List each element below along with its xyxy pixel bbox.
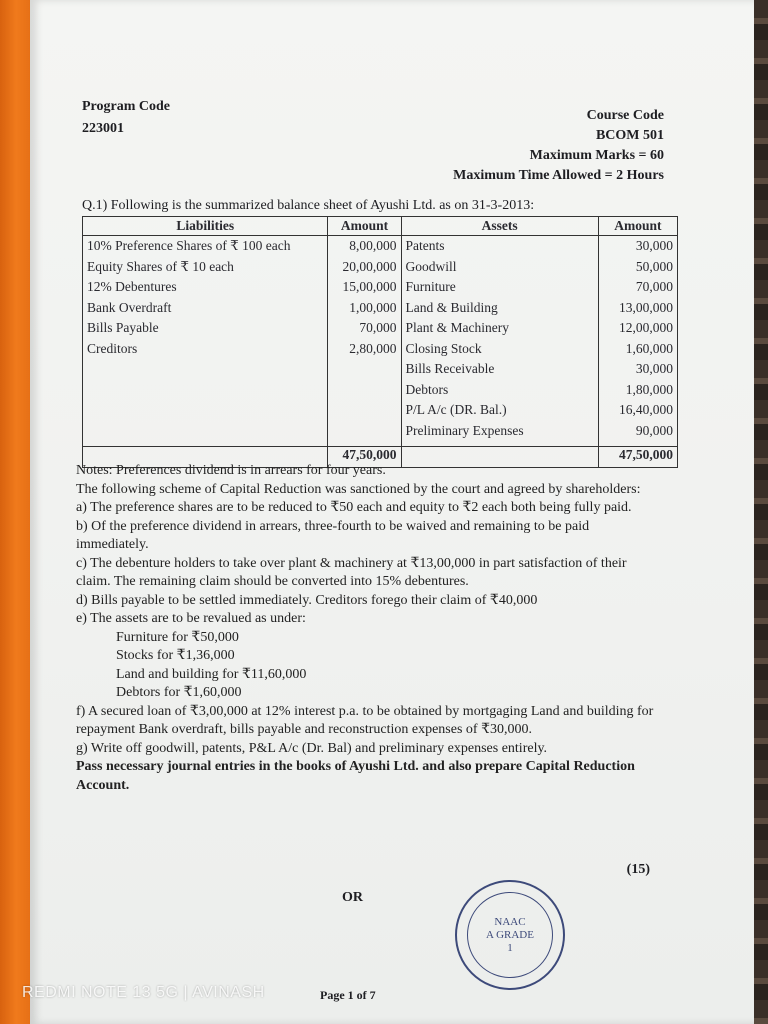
stamp-line-3: 1	[507, 941, 513, 954]
liability-amount: 2,80,000	[349, 340, 397, 356]
asset-amount: 30,000	[635, 238, 673, 253]
asset-amount: 1,60,000	[625, 340, 673, 356]
stamp-line-2: A GRADE	[486, 928, 534, 941]
asset-name: P/L A/c (DR. Bal.)	[405, 402, 507, 417]
revaluation-item: Debtors for ₹1,60,000	[116, 685, 242, 700]
total-assets: 47,50,000	[598, 447, 677, 468]
max-time: Maximum Time Allowed = 2 Hours	[453, 168, 664, 183]
asset-name: Closing Stock	[405, 340, 482, 356]
notes: Notes: Preferences dividend is in arrears for four years.	[76, 463, 386, 478]
liability-name: Equity Shares of ₹ 10 each	[87, 258, 234, 274]
scheme-intro: The following scheme of Capital Reduction was sanctioned by the court and agreed by shareholders:	[76, 481, 641, 497]
liability-amount: 1,00,000	[349, 299, 397, 315]
assets-column	[401, 236, 598, 447]
clause-c: c) The debenture holders to take over plant & machinery at ₹13,00,000 in part satisfaction of their claim. The remaining claim should be converted into 15% debentures.	[76, 555, 627, 589]
course-code-label: Course Code	[586, 108, 664, 123]
question-body	[76, 462, 656, 795]
clause-g: g) Write off goodwill, patents, P&L A/c (Dr. Bal) and preliminary expenses entirely.	[76, 740, 548, 756]
exam-paper	[30, 0, 754, 1024]
clause-a: a) The preference shares are to be reduced to ₹50 each and equity to ₹2 each both being fully paid.	[76, 500, 632, 515]
asset-name: Plant & Machinery	[405, 320, 509, 335]
page-number: Page 1 of 7	[320, 988, 376, 1002]
asset-name: Bills Receivable	[405, 361, 495, 376]
liability-name: Creditors	[87, 340, 138, 356]
revaluation-item: Land and building for ₹11,60,000	[116, 666, 307, 682]
header-amount-liabilities: Amount	[328, 217, 401, 236]
program-code-label: Program Code	[82, 99, 170, 114]
revaluation-item: Stocks for ₹1,36,000	[116, 648, 235, 663]
liability-name: 12% Debentures	[87, 279, 177, 294]
asset-name: Patents	[405, 238, 445, 253]
clause-f: f) A secured loan of ₹3,00,000 at 12% interest p.a. to be obtained by mortgaging Land and building for repayment Bank overdraft, bills payable and reconstruction expenses of ₹30,000.	[76, 703, 654, 737]
or-separator: OR	[342, 890, 363, 905]
header-liabilities: Liabilities	[83, 217, 328, 236]
asset-name: Furniture	[405, 279, 456, 294]
asset-amount: 1,80,000	[625, 381, 673, 397]
program-code-block	[82, 96, 170, 140]
liability-amount: 70,000	[359, 320, 397, 335]
liability-name: 10% Preference Shares of ₹ 100 each	[87, 238, 291, 253]
camera-watermark: REDMI NOTE 13 5G | AVINASH	[22, 984, 265, 1001]
stamp-line-1: NAAC	[494, 915, 526, 928]
asset-name: Goodwill	[405, 258, 457, 274]
asset-name: Debtors	[405, 381, 449, 397]
question-marks: (15)	[626, 862, 650, 877]
liability-amount: 15,00,000	[342, 279, 397, 294]
instruction: Pass necessary journal entries in the books of Ayushi Ltd. and also prepare Capital Reduction Account.	[76, 759, 635, 793]
asset-name: Preliminary Expenses	[405, 422, 524, 438]
asset-amount: 50,000	[635, 258, 673, 274]
clause-e: e) The assets are to be revalued as under:	[76, 611, 306, 626]
question-intro: Q.1) Following is the summarized balance sheet of Ayushi Ltd. as on 31-3-2013:	[82, 198, 535, 213]
course-info-block	[453, 106, 664, 186]
clause-d: d) Bills payable to be settled immediately. Creditors forego their claim of ₹40,000	[76, 592, 538, 608]
liability-amount: 8,00,000	[349, 238, 397, 253]
asset-name: Land & Building	[405, 299, 498, 315]
liability-name: Bank Overdraft	[87, 299, 172, 315]
asset-amount: 13,00,000	[619, 299, 673, 315]
asset-amount: 30,000	[635, 361, 673, 376]
asset-amount: 16,40,000	[619, 402, 673, 417]
assets-amount-column	[598, 236, 677, 447]
asset-amount: 12,00,000	[619, 320, 673, 335]
course-code: BCOM 501	[595, 128, 664, 143]
asset-amount: 90,000	[635, 422, 673, 438]
liability-amount: 20,00,000	[342, 258, 397, 274]
clause-b: b) Of the preference dividend in arrears, three-fourth to be waived and remaining to be paid immediately.	[76, 518, 590, 552]
liabilities-column	[83, 236, 328, 447]
liabilities-amount-column	[328, 236, 401, 447]
program-code: 223001	[82, 121, 124, 136]
asset-amount: 70,000	[635, 279, 673, 294]
total-liabilities: 47,50,000	[328, 447, 401, 468]
header-assets: Assets	[401, 217, 598, 236]
balance-sheet-table	[82, 216, 678, 468]
header-amount-assets: Amount	[598, 217, 677, 236]
college-seal-stamp	[455, 880, 565, 990]
max-marks: Maximum Marks = 60	[529, 148, 664, 163]
revaluation-item: Furniture for ₹50,000	[116, 629, 239, 645]
balance-sheet-body	[83, 236, 678, 447]
liability-name: Bills Payable	[87, 320, 159, 335]
